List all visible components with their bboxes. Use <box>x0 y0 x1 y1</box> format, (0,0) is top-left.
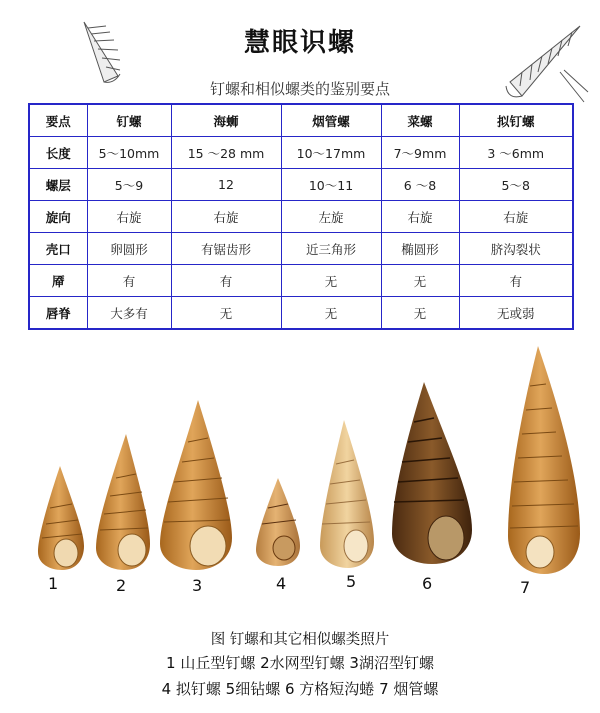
shell-number: 7 <box>520 578 531 597</box>
table-cell: 右旋 <box>171 201 281 233</box>
page-title: 慧眼识螺 <box>243 28 356 58</box>
shell-number: 2 <box>116 576 127 595</box>
table-caption: 钉螺和相似螺类的鉴别要点 <box>209 80 390 98</box>
column-header: 拟钉螺 <box>459 104 573 137</box>
row-header: 壳口 <box>29 233 87 265</box>
shell-3 <box>160 400 232 570</box>
table-cell: 无 <box>281 297 381 330</box>
table-cell: 右旋 <box>87 201 171 233</box>
column-header: 要点 <box>29 104 87 137</box>
shell-number: 4 <box>276 574 287 593</box>
table-cell: 3 ～6mm <box>459 137 573 169</box>
shell-7 <box>508 346 580 574</box>
shell-number: 3 <box>192 576 203 595</box>
row-header: 厣 <box>29 265 87 297</box>
table-cell: 有 <box>87 265 171 297</box>
table-row <box>29 265 573 297</box>
table-cell: 15 ～28 mm <box>171 137 281 169</box>
table-row <box>29 137 573 169</box>
column-header: 菜螺 <box>381 104 459 137</box>
table-cell: 椭圆形 <box>381 233 459 265</box>
table-cell: 10～17mm <box>281 137 381 169</box>
figure-legend-line: 1 山丘型钉螺 2水网型钉螺 3湖沼型钉螺 <box>166 654 434 672</box>
figure-caption: 图 钉螺和其它相似螺类照片 <box>210 632 390 648</box>
shell-photos <box>0 338 600 608</box>
table-cell: 5～9 <box>87 169 171 201</box>
figure-legend-line: 4 拟钉螺 5细钻螺 6 方格短沟蜷 7 烟管螺 <box>161 680 439 698</box>
shell-1 <box>38 466 84 570</box>
row-header: 螺层 <box>29 169 87 201</box>
snail-sketch-icon <box>74 14 130 86</box>
table-cell: 无 <box>381 265 459 297</box>
identification-table <box>28 103 574 330</box>
table-cell: 脐沟裂状 <box>459 233 573 265</box>
row-header: 唇脊 <box>29 297 87 330</box>
shell-2 <box>96 434 150 570</box>
table-row <box>29 297 573 330</box>
table-row <box>29 169 573 201</box>
table-cell: 12 <box>171 169 281 201</box>
shell-number: 1 <box>48 574 59 593</box>
shell-number: 6 <box>422 574 433 593</box>
table-cell: 7～9mm <box>381 137 459 169</box>
shell-6 <box>392 382 472 564</box>
table-cell: 5～8 <box>459 169 573 201</box>
table-header-row <box>29 104 573 137</box>
table-cell: 近三角形 <box>281 233 381 265</box>
table-cell: 无 <box>281 265 381 297</box>
table-cell: 有锯齿形 <box>171 233 281 265</box>
column-header: 烟管螺 <box>281 104 381 137</box>
table-cell: 有 <box>171 265 281 297</box>
column-header: 海蛳 <box>171 104 281 137</box>
table-cell: 右旋 <box>381 201 459 233</box>
table-cell: 卵圆形 <box>87 233 171 265</box>
row-header: 旋向 <box>29 201 87 233</box>
table-row <box>29 233 573 265</box>
table-cell: 无 <box>171 297 281 330</box>
table-cell: 6 ～8 <box>381 169 459 201</box>
table-cell: 无或弱 <box>459 297 573 330</box>
table-cell: 左旋 <box>281 201 381 233</box>
table-cell: 无 <box>381 297 459 330</box>
table-cell: 大多有 <box>87 297 171 330</box>
shell-4 <box>256 478 300 566</box>
shell-5 <box>320 420 374 568</box>
table-cell: 有 <box>459 265 573 297</box>
shell-number: 5 <box>346 572 357 591</box>
table-row <box>29 201 573 233</box>
table-cell: 右旋 <box>459 201 573 233</box>
shell-illustrations <box>0 338 600 608</box>
table-cell: 10～11 <box>281 169 381 201</box>
table-cell: 5～10mm <box>87 137 171 169</box>
column-header: 钉螺 <box>87 104 171 137</box>
row-header: 长度 <box>29 137 87 169</box>
